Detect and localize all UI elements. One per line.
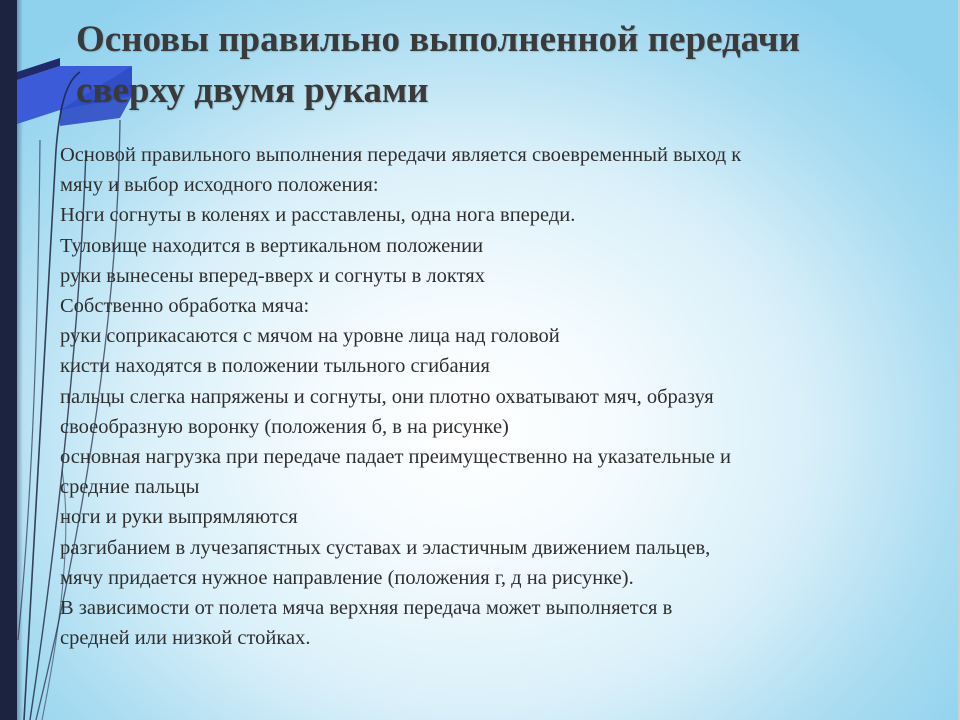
slide-title: [76, 14, 936, 116]
body-line: В зависимости от полета мяча верхняя передача может выполняется в: [60, 597, 673, 620]
slide-title-line-1: Основы правильно выполненной передачи: [76, 19, 800, 60]
body-line: пальцы слегка напряжены и согнуты, они плотно охватывают мяч, образуя: [60, 385, 714, 408]
body-line: средней или низкой стойках.: [60, 627, 311, 650]
body-line: мячу и выбор исходного положения:: [60, 174, 379, 197]
body-line: Ноги согнуты в коленях и расставлены, одна нога впереди.: [60, 204, 576, 227]
body-line: основная нагрузка при передаче падает преимущественно на указательные и: [60, 446, 731, 469]
body-line: Туловище находится в вертикальном положении: [60, 234, 484, 257]
body-line: разгибанием в лучезапястных суставах и эластичным движением пальцев,: [60, 536, 711, 559]
body-line: Собственно обработка мяча:: [60, 295, 310, 318]
body-line: Основой правильного выполнения передачи является своевременный выход к: [60, 144, 742, 166]
body-line: средние пальцы: [60, 476, 200, 499]
body-line: руки соприкасаются с мячом на уровне лица над головой: [60, 325, 560, 348]
slide-title-line-2: сверху двумя руками: [76, 70, 429, 111]
decorative-curve-4: [18, 140, 40, 640]
body-line: кисти находятся в положении тыльного сгибания: [60, 355, 490, 378]
body-line: своеобразную воронку (положения б, в на рисунке): [60, 415, 509, 438]
slide-body-text: [60, 140, 920, 653]
body-line: руки вынесены вперед-вверх и согнуты в локтях: [60, 264, 485, 287]
body-line: ноги и руки выпрямляются: [60, 506, 298, 529]
body-line: мячу придается нужное направление (положения г, д на рисунке).: [60, 566, 634, 589]
